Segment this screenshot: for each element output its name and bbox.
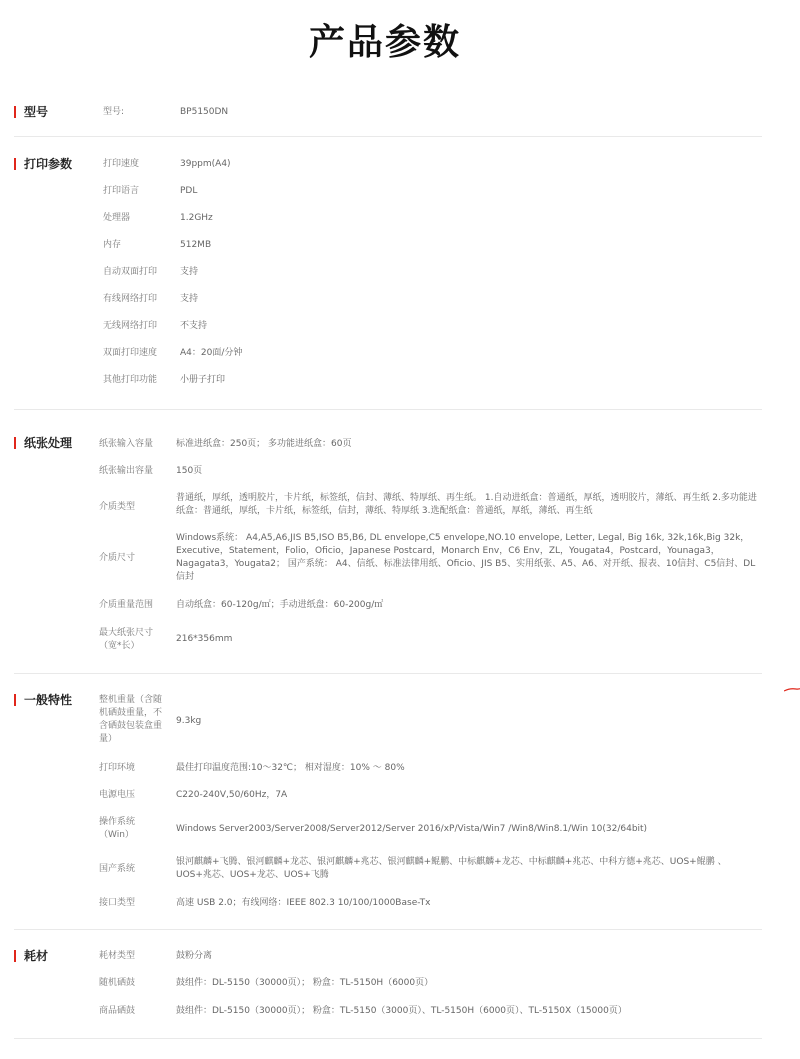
spec-value: BP5150DN: [180, 107, 229, 117]
section-title: 型号: [14, 105, 48, 119]
spec-value: 支持: [180, 267, 199, 277]
spec-value: 512MB: [180, 240, 212, 250]
spec-value: 216*356mm: [176, 634, 233, 644]
spec-value: 1.2GHz: [180, 213, 213, 223]
spec-label: 介质重量范围: [99, 600, 154, 610]
spec-label: 双面打印速度: [103, 348, 158, 358]
spec-value: 鼓组件：DL-5150（30000页）； 粉盒：TL-5150H（6000页）: [176, 978, 434, 988]
spec-value: Windows系统： A4,A5,A6,JIS B5,ISO B5,B6, DL envelope,C5 envelope,NO.10 envelope, Letter, Legal, Big 16k, 32k,16k,Big 32k，Executive，Statement，Folio，Oficio，Japanese Postcard，Monarch Env，C6 Env，ZL，Yougata4，Postcard，Younaga3，Nagagata3，Yougata2； 国产系统： A4、信纸、标准法律用纸、Oficio、JIS B5、实用纸张、A5、A6、对开纸、报表、10信封、C5信封、DL信封: [176, 533, 756, 582]
spec-value: 自动纸盒：60-120g/㎡；手动进纸盘：60-200g/㎡: [176, 600, 384, 610]
section-model: [14, 86, 762, 137]
page-title: 产品参数: [308, 22, 461, 63]
spec-label: 介质尺寸: [99, 553, 136, 563]
decorative-swoosh-icon: [784, 687, 800, 693]
spec-value: C220-240V,50/60Hz，7A: [176, 790, 288, 800]
spec-label: 接口类型: [99, 898, 136, 908]
spec-label: 随机硒鼓: [99, 978, 136, 988]
spec-value: PDL: [180, 186, 198, 196]
spec-value: A4：20面/分钟: [180, 348, 243, 358]
spec-value: Windows Server2003/Server2008/Server2012/Server 2016/xP/Vista/Win7 /Win8/Win8.1/Win 10(32/64bit): [176, 824, 648, 834]
spec-label: 最大纸张尺寸（宽*长）: [99, 628, 154, 651]
spec-value: 150页: [176, 466, 203, 476]
spec-value: 标准进纸盒：250页； 多功能进纸盒：60页: [176, 439, 352, 449]
spec-label: 电源电压: [99, 790, 136, 800]
spec-label: 内存: [103, 240, 122, 250]
section-consumables: [14, 929, 762, 1039]
spec-value: 39ppm(A4): [180, 159, 231, 169]
section-title: 一般特性: [14, 693, 72, 707]
spec-label: 操作系统（Win）: [99, 817, 136, 840]
spec-label: 自动双面打印: [103, 267, 158, 277]
spec-label: 商品硒鼓: [99, 1006, 136, 1016]
spec-label: 打印环境: [99, 763, 136, 773]
spec-label: 型号:: [103, 107, 125, 117]
spec-value: 不支持: [180, 321, 208, 331]
spec-label: 打印语言: [103, 186, 140, 196]
spec-value: 最佳打印温度范围:10～32℃； 相对湿度：10% ～ 80%: [176, 763, 405, 773]
spec-label: 耗材类型: [99, 951, 136, 961]
spec-value: 高速 USB 2.0；有线网络：IEEE 802.3 10/100/1000Base-Tx: [176, 898, 431, 908]
spec-value: 9.3kg: [176, 716, 202, 726]
spec-value: 普通纸，厚纸，透明胶片，卡片纸，标签纸，信封、薄纸、特厚纸、再生纸。 1.自动进纸盒：普通纸，厚纸，透明胶片，薄纸、再生纸 2.多功能进纸盒：普通纸，厚纸，卡片纸，标签纸，信封，薄纸、特厚纸 3.选配纸盒：普通纸，厚纸，薄纸、再生纸: [176, 493, 757, 516]
section-general: [14, 673, 762, 930]
spec-value: 鼓粉分离: [176, 951, 213, 961]
section-title: 耗材: [14, 949, 48, 963]
spec-label: 介质类型: [99, 502, 136, 512]
spec-value: 小册子打印: [180, 375, 226, 385]
spec-label: 其他打印功能: [103, 375, 158, 385]
spec-label: 纸张输入容量: [99, 439, 154, 449]
spec-value: 银河麒麟+飞腾、银河麒麟+龙芯、银河麒麟+兆芯、银河麒麟+鲲鹏、中标麒麟+龙芯、中标麒麟+兆芯、中科方德+兆芯、UOS+鲲鹏 、UOS+兆芯、UOS+龙芯、UOS+飞腾: [176, 857, 727, 880]
spec-label: 纸张输出容量: [99, 466, 154, 476]
spec-label: 无线网络打印: [103, 321, 158, 331]
spec-label: 国产系统: [99, 864, 136, 874]
section-paper-handling: [14, 409, 762, 674]
spec-label: 有线网络打印: [103, 294, 158, 304]
spec-value: 支持: [180, 294, 199, 304]
section-title: 纸张处理: [14, 436, 72, 450]
section-print-params: [14, 136, 762, 410]
section-title: 打印参数: [14, 157, 72, 171]
spec-value: 鼓组件：DL-5150（30000页）； 粉盒：TL-5150（3000页）、TL-5150H（6000页）、TL-5150X（15000页）: [176, 1006, 627, 1016]
spec-label: 处理器: [103, 213, 131, 223]
spec-label: 整机重量（含随机硒鼓重量，不含硒鼓包装盒重量）: [99, 695, 163, 744]
spec-label: 打印速度: [103, 159, 140, 169]
